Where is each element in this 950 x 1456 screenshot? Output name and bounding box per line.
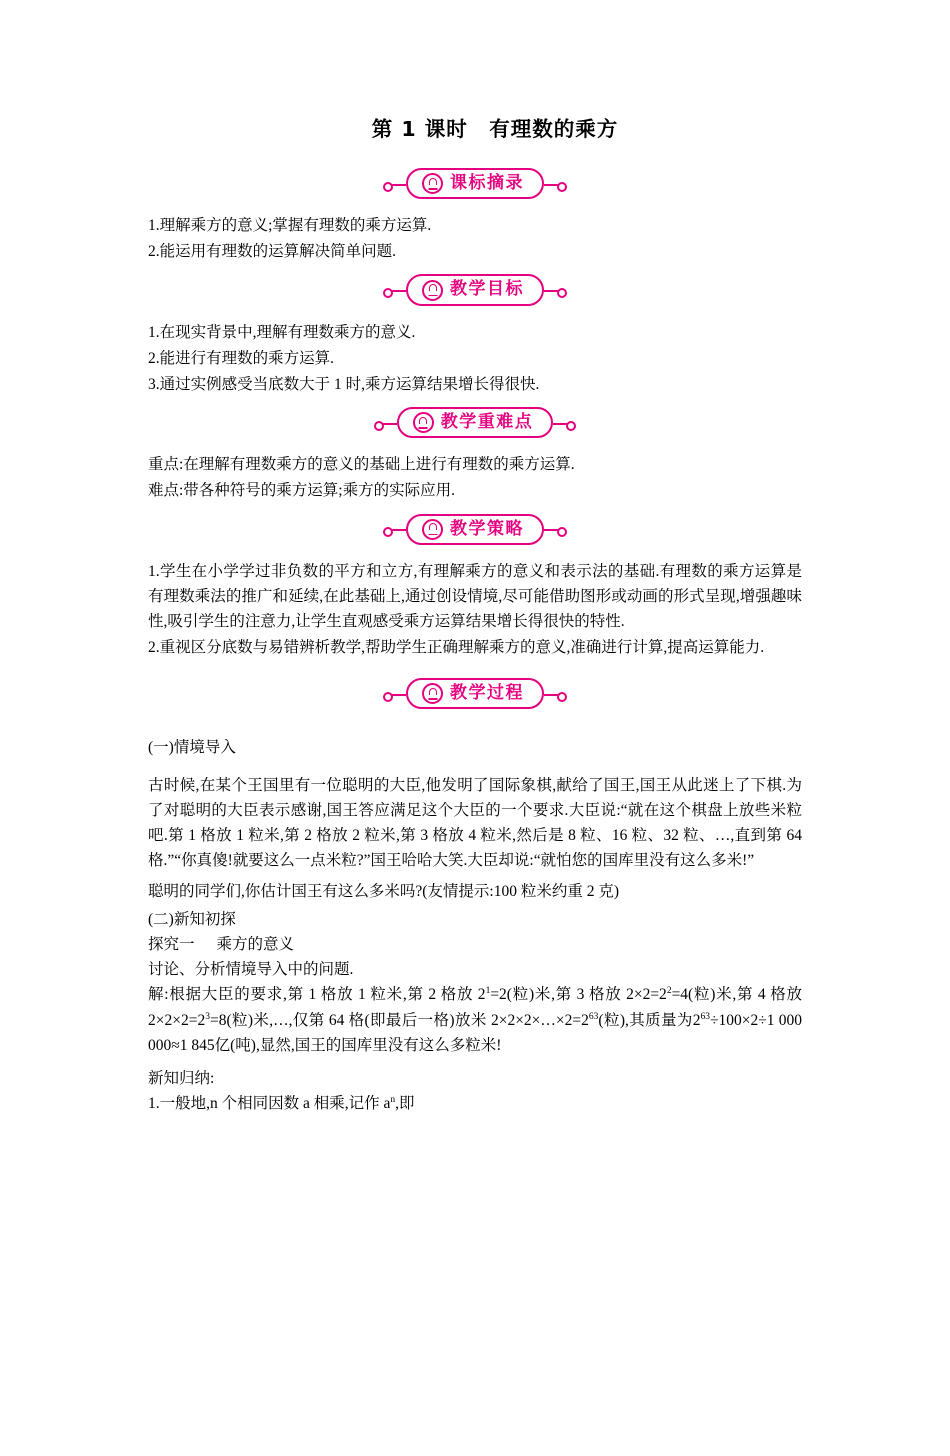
body-line: 难点:带各种符号的乘方运算;乘方的实际应用.: [148, 482, 455, 500]
new-knowledge-label: 新知归纳:: [148, 1069, 215, 1087]
body-line: 2.能进行有理数的乘方运算.: [148, 349, 335, 367]
heading-situation-intro: (一)情境导入: [148, 739, 236, 757]
body-line: 2.能运用有理数的运算解决简单问题.: [148, 243, 397, 261]
body-line: 2.重视区分底数与易错辨析教学,帮助学生正确理解乘方的意义,准确进行计算,提高运算能力.: [148, 639, 765, 657]
bell-icon: [422, 519, 443, 540]
banner-right-ornament-icon: [544, 184, 560, 186]
banner-label: 教学过程: [450, 683, 524, 704]
new-item-text-2: ,即: [395, 1094, 415, 1112]
banner-label: 教学目标: [450, 279, 524, 300]
banner-left-ornament-icon: [390, 184, 406, 186]
new-knowledge-item-1: [148, 1091, 802, 1116]
explore-title: 乘方的意义: [216, 936, 295, 954]
section-body-jiaoxuecelue: [148, 559, 802, 660]
question-paragraph: 聪明的同学们,你估计国王有这么多米吗?(友情提示:100 粒米约重 2 克): [148, 883, 620, 900]
body-line: 1.理解乘方的意义;掌握有理数的乘方运算.: [148, 217, 432, 235]
bell-icon: [422, 280, 443, 301]
section-body-jiaoxuemubiao: [148, 320, 802, 397]
solution-sup-5: 63: [700, 1011, 710, 1022]
discuss-line: 讨论、分析情境导入中的问题.: [148, 961, 354, 979]
explore-heading: [148, 932, 802, 957]
banner-right-ornament-icon: [544, 529, 560, 531]
solution-text-5: =8(粒)米,…,仅第 64 格(即最后一格)放米 2×2×2×…×2=2: [209, 1011, 589, 1029]
section-banner-jiaoxuezhongnandian: [148, 407, 802, 438]
bell-icon: [413, 412, 434, 433]
solution-text-2: =2(粒)米,第 3 格放 2×2=2: [490, 986, 667, 1004]
solution-paragraph: [148, 982, 802, 1057]
banner-label: 教学策略: [450, 518, 524, 539]
banner-label: 课标摘录: [450, 173, 524, 193]
banner-left-ornament-icon: [390, 529, 406, 531]
section-body-jiaoxuezhongnandian: [148, 452, 802, 503]
bell-icon: [422, 683, 443, 704]
solution-sup-2: 2: [666, 986, 672, 997]
body-line: 1.学生在小学学过非负数的平方和立方,有理解乘方的意义和表示法的基础.有理数的乘方运算是有理数乘法的推广和延续,在此基础上,通过创设情境,尽可能借助图形或动画的形式呈现,增强趣味性,吸引学生的注意力,让学生直观感受乘方运算结果增长得很快的特性.: [148, 562, 802, 630]
explore-label: 探究一: [148, 936, 195, 954]
section-banner-kebiaozhailu: [148, 168, 802, 199]
banner-right-ornament-icon: [544, 694, 560, 696]
body-line: 3.通过实例感受当底数大于 1 时,乘方运算结果增长得很快.: [148, 375, 540, 393]
body-line: 重点:在理解有理数乘方的意义的基础上进行有理数的乘方运算.: [148, 456, 575, 474]
banner-right-ornament-icon: [553, 423, 569, 425]
new-item-text-1: 1.一般地,n 个相同因数 a 相乘,记作 a: [148, 1094, 391, 1112]
solution-text-8: ÷100×2÷1 000 000≈1 845亿(吨),显然,国王的国库里没有这么多粒米!: [148, 1011, 802, 1054]
solution-text-1: 解:根据大臣的要求,第 1 格放 1 粒米,第 2 格放 2: [148, 986, 486, 1004]
solution-text-4: 放 2×2×2=2: [148, 986, 802, 1029]
page-title: 第 1 课时 有理数的乘方: [371, 117, 619, 141]
body-line: 1.在现实背景中,理解有理数乘方的意义.: [148, 323, 416, 341]
banner-left-ornament-icon: [390, 694, 406, 696]
solution-text-6: (粒),其质量为: [598, 1011, 693, 1029]
banner-label: 教学重难点: [440, 412, 534, 433]
solution-text-3: =4(粒)米,第 4 格: [671, 986, 787, 1004]
solution-sup-1: 1: [485, 986, 491, 997]
document-page: [0, 112, 950, 1456]
banner-right-ornament-icon: [544, 290, 560, 292]
banner-left-ornament-icon: [390, 290, 406, 292]
bell-icon: [422, 173, 443, 194]
section-banner-jiaoxuecelue: [148, 514, 802, 545]
section-banner-jiaoxuemubiao: [148, 274, 802, 305]
solution-sup-4: 63: [588, 1011, 599, 1022]
section-body-kebiaozhailu: [148, 213, 802, 264]
section-banner-jiaoxueguocheng: [148, 678, 802, 709]
teaching-process-body: [148, 735, 802, 1116]
new-item-sup: n: [390, 1094, 396, 1105]
heading-new-knowledge: (二)新知初探: [148, 911, 236, 929]
story-paragraph: 古时候,在某个王国里有一位聪明的大臣,他发明了国际象棋,献给了国王,国王从此迷上了下棋.为了对聪明的大臣表示感谢,国王答应满足这个大臣的一个要求.大臣说:“就在这个棋盘上放些米粒吧.第 1 格放 1 粒米,第 2 格放 2 粒米,第 3 格放 4 粒米,然后是 8 粒、16 粒、32 粒、…,直到第 64 格.”“你真傻!就要这么一点米粒?”国王哈哈大笑.大臣却说:“就怕您的国库里没有这么多米!”: [148, 776, 802, 869]
banner-left-ornament-icon: [381, 423, 397, 425]
solution-text-7: 2: [692, 1011, 701, 1029]
solution-sup-3: 3: [205, 1011, 210, 1022]
